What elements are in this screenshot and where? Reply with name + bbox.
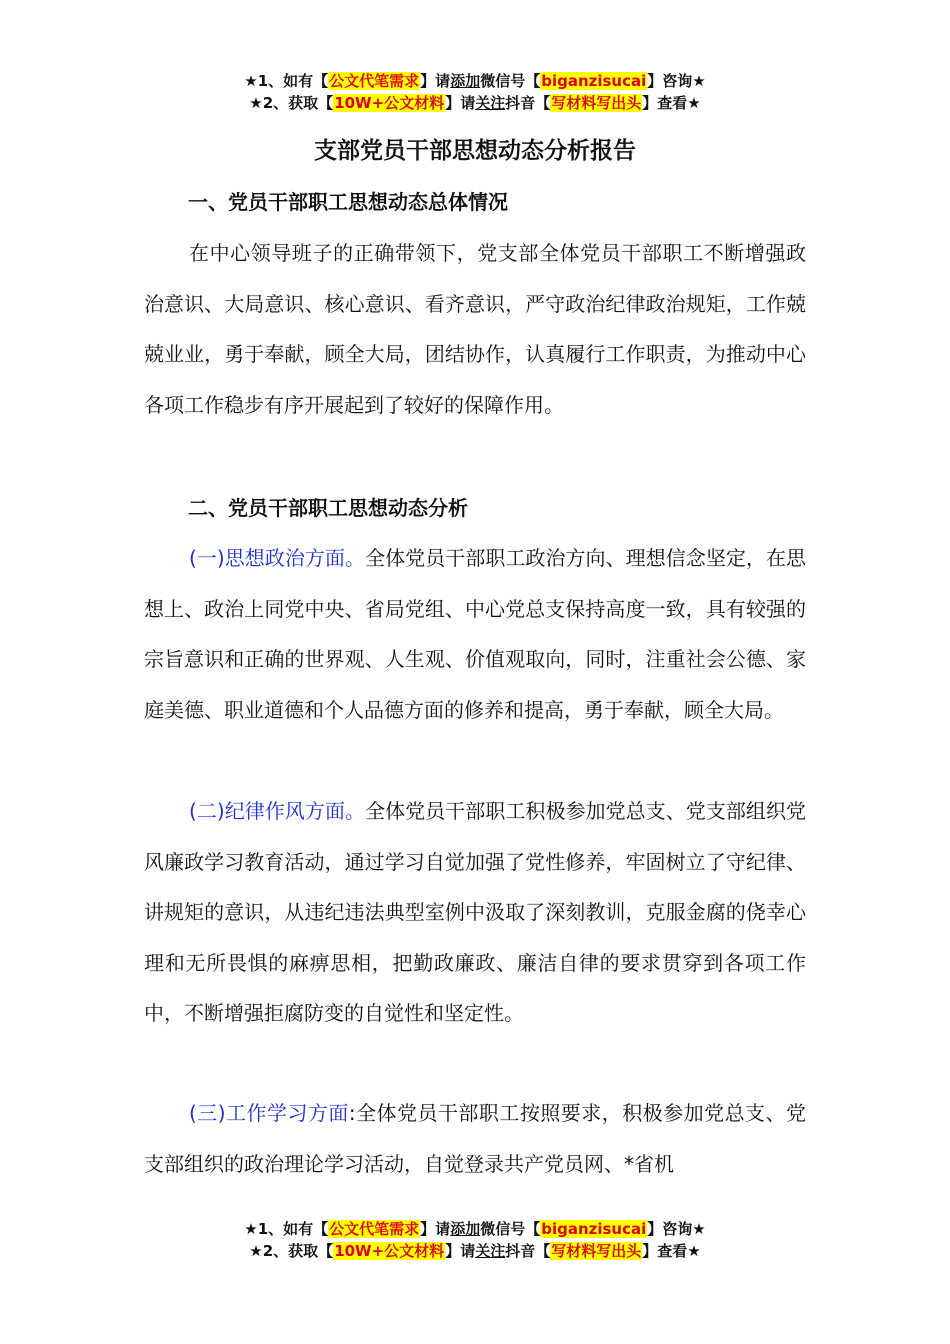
promo-banner-bottom bbox=[0, 1218, 950, 1262]
subsection-2 bbox=[144, 786, 806, 1039]
promo-text: 】请 bbox=[445, 1242, 476, 1260]
subsection-3-text: :全体党员干部职工按照要求，积极参加党总支、党支部组织的政治理论学习活动，自觉登录共产党员网、*省机 bbox=[144, 1101, 806, 1176]
promo-highlight: 10W+公文材料 bbox=[334, 94, 445, 112]
promo-highlight: biganzisucai bbox=[541, 72, 647, 90]
promo-text: 微信号【 bbox=[480, 1220, 541, 1238]
promo-highlight: 10W+公文材料 bbox=[334, 1242, 445, 1260]
subsection-1 bbox=[144, 533, 806, 735]
promo-text: 】请 bbox=[445, 94, 476, 112]
subsection-3-label: (三)工作学习方面 bbox=[189, 1101, 349, 1125]
subsection-3 bbox=[144, 1088, 806, 1189]
section-heading-1: 一、党员干部职工思想动态总体情况 bbox=[188, 190, 508, 214]
promo-line-2 bbox=[0, 1240, 950, 1262]
promo-line-2 bbox=[0, 92, 950, 114]
promo-line-1 bbox=[0, 1218, 950, 1240]
subsection-1-paragraph bbox=[144, 533, 806, 735]
promo-text: 】查看★ bbox=[642, 94, 701, 112]
promo-highlight: 写材料写出头 bbox=[551, 1242, 642, 1260]
promo-text: ★2、获取【 bbox=[249, 1242, 334, 1260]
promo-banner-top bbox=[0, 70, 950, 114]
promo-text: 抖音【 bbox=[505, 94, 551, 112]
promo-text: ★2、获取【 bbox=[249, 94, 334, 112]
document-title: 支部党员干部思想动态分析报告 bbox=[314, 138, 636, 164]
promo-text: 微信号【 bbox=[480, 72, 541, 90]
promo-line-1 bbox=[0, 70, 950, 92]
promo-text: 】咨询★ bbox=[647, 72, 706, 90]
promo-underline: 添加 bbox=[450, 72, 481, 90]
subsection-1-label: (一)思想政治方面。 bbox=[189, 546, 366, 570]
subsection-2-paragraph bbox=[144, 786, 806, 1039]
promo-highlight: 公文代笔需求 bbox=[329, 72, 420, 90]
promo-highlight: 公文代笔需求 bbox=[329, 1220, 420, 1238]
promo-text: 】请 bbox=[420, 72, 451, 90]
promo-text: ★1、如有【 bbox=[244, 72, 329, 90]
subsection-2-text: 全体党员干部职工积极参加党总支、党支部组织党风廉政学习教育活动，通过学习自觉加强了党性修养，牢固树立了守纪律、讲规矩的意识，从违纪违法典型室例中汲取了深刻教训，克服金腐的侥幸心理和无所畏惧的麻痹思相，把勤政廉政、廉洁自律的要求贯穿到各项工作中，不断增强拒腐防变的自觉性和坚定性。 bbox=[144, 799, 807, 1025]
section-heading-2: 二、党员干部职工思想动态分析 bbox=[188, 496, 468, 520]
promo-text: 】查看★ bbox=[642, 1242, 701, 1260]
promo-highlight: biganzisucai bbox=[541, 1220, 647, 1238]
subsection-3-paragraph bbox=[144, 1088, 806, 1189]
promo-text: 抖音【 bbox=[505, 1242, 551, 1260]
promo-underline: 关注 bbox=[475, 94, 506, 112]
promo-underline: 添加 bbox=[450, 1220, 481, 1238]
promo-text: ★1、如有【 bbox=[244, 1220, 329, 1238]
paragraph-1-text: 在中心领导班子的正确带领下，党支部全体党员干部职工不断增强政治意识、大局意识、核心意识、看齐意识，严守政治纪律政治规矩，工作兢兢业业，勇于奉献，顾全大局，团结协作，认真履行工作职责，为推动中心各项工作稳步有序开展起到了较好的保障作用。 bbox=[144, 241, 806, 417]
subsection-1-text: 全体党员干部职工政治方向、理想信念坚定，在思想上、政治上同党中央、省局党组、中心党总支保持高度一致，具有较强的宗旨意识和正确的世界观、人生观、价值观取向，同时，注重社会公德、家庭美德、职业道德和个人品德方面的修养和提高，勇于奉献，顾全大局。 bbox=[144, 546, 807, 722]
promo-underline: 关注 bbox=[475, 1242, 506, 1260]
promo-text: 】咨询★ bbox=[647, 1220, 706, 1238]
subsection-2-label: (二)纪律作风方面。 bbox=[189, 799, 366, 823]
promo-highlight: 写材料写出头 bbox=[551, 94, 642, 112]
promo-text: 】请 bbox=[420, 1220, 451, 1238]
paragraph-1 bbox=[144, 228, 806, 430]
